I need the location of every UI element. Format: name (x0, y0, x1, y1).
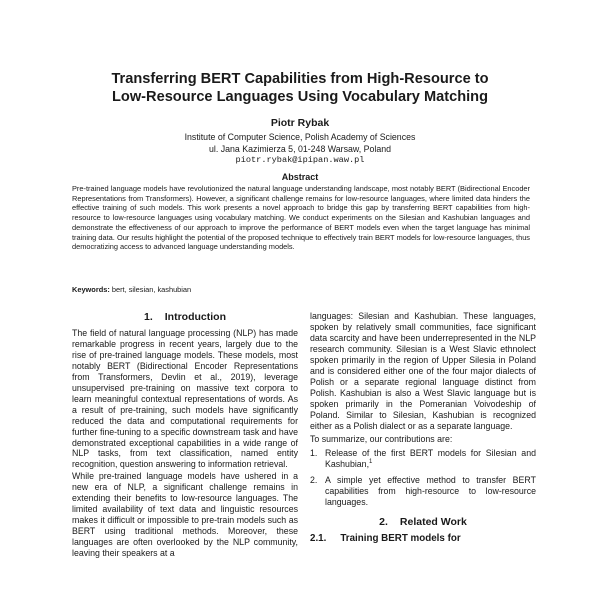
title-line-2: Low-Resource Languages Using Vocabulary Matching (112, 89, 488, 105)
keywords-value: bert, silesian, kashubian (111, 285, 192, 294)
author-name: Piotr Rybak (270, 117, 330, 129)
section-heading-introduction (72, 311, 298, 324)
footnote-mark[interactable]: 1 (369, 459, 373, 466)
affiliation-address: ul. Jana Kazimierza 5, 01-248 Warsaw, Poland (208, 143, 392, 154)
intro-paragraph-3: languages: Silesian and Kashubian. These languages, spoken by relatively small communities, face significant data scarcity and have been underrepresented in the NLP research community. Silesian is a West Slavic ethnolect spoken primarily in the region of Upper Silesia in Poland and is considered either one of the four major dialects of Polish or a separate regional language distinct from Polish. Kashubian is also a West Slavic language but is spoken primarily in the Pomeranian Voivodeship of Poland. Similar to Silesian, Kashubian is recognized either as a Polish dialect or as a separate language. (310, 311, 536, 431)
right-column (310, 311, 536, 545)
title-line-1: Transferring BERT Capabilities from High-Resource to (111, 71, 489, 87)
contributions-list (310, 448, 536, 508)
section-number: 1. (143, 311, 153, 323)
abstract-heading: Abstract (281, 172, 319, 182)
contribution-item (310, 448, 536, 470)
section-title: Related Work (399, 516, 467, 529)
section-title: Introduction (164, 311, 226, 323)
subsection-number: 2.1. (310, 533, 327, 545)
section-number: 2. (379, 516, 388, 529)
subsection-heading (310, 533, 536, 545)
author-email[interactable]: piotr.rybak@ipipan.waw.pl (235, 155, 365, 165)
list-marker: 1. (310, 448, 318, 459)
list-marker: 2. (310, 475, 318, 486)
left-column (72, 311, 298, 559)
affiliation-institute: Institute of Computer Science, Polish Academy of Sciences (184, 132, 416, 142)
keywords-label: Keywords: (72, 285, 110, 294)
contributions-intro: To summarize, our contributions are: (310, 434, 453, 445)
contribution-item (310, 475, 536, 508)
subsection-title: Training BERT models for (340, 533, 461, 545)
contribution-text: A simple yet effective method to transfer BERT capabilities from high-resource to low-resource languages. (325, 475, 536, 508)
intro-paragraph-2: While pre-trained language models have ushered in a new era of NLP, a significant challenge remains in extending their benefits to low-resource languages. The limited availability of text data and linguistic resources makes it difficult or impossible to pre-train models such as BERT using traditional methods. Moreover, these languages are often overlooked by the NLP community, leaving their speakers at a (72, 471, 298, 559)
abstract-text: Pre-trained language models have revolutionized the natural language understanding landscape, most notably BERT (Bidirectional Encoder Representations from Transformers). However, a significant challenge remains for low-resource languages, where limited data hinders the effective training of such models. This work presents a novel approach to bridge this gap by transferring BERT capabilities from high-resource to low-resource languages using vocabulary matching. We conduct experiments on the Silesian and Kashubian languages and demonstrate the effectiveness of our approach to improve the performance of BERT models even when the target language has minimal training data. Our results highlight the potential of the proposed technique to effectively train BERT models for low-resource languages, thus democratizing access to advanced language understanding models. (72, 184, 530, 252)
intro-paragraph-1: The field of natural language processing (NLP) has made remarkable progress in recent years, largely due to the rise of pre-trained language models. These models, most notably BERT (Bidirectional Encoder Representations from Transformers, Devlin et al., 2019), leverage unsupervised pre-training on massive text corpora to learn meaningful contextual representations of words. As a result of pre-training, such models have significantly reduced the data and computational requirements for further fine-tuning to a specific downstream task and have demonstrated exceptional capabilities in a wide range of NLP tasks, from text classification, named entity recognition, question answering to information retrieval. (72, 328, 298, 470)
section-heading-related-work (310, 516, 536, 529)
paper-title (60, 70, 540, 106)
author-affiliation (60, 132, 540, 167)
keywords-line (72, 285, 530, 295)
contribution-text: Release of the first BERT models for Silesian and Kashubian, (325, 448, 536, 470)
